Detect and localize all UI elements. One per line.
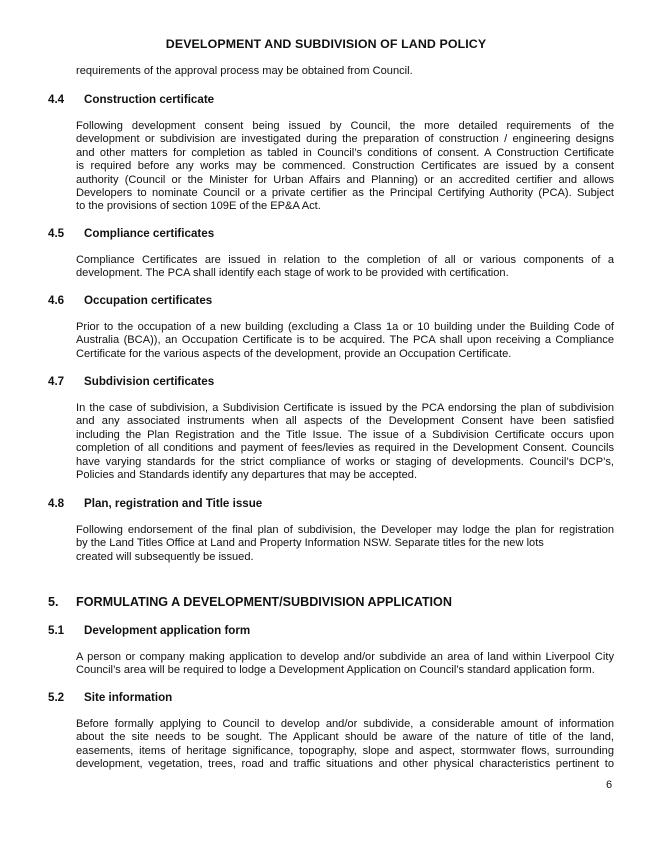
paragraph-line: Australia (BCA)), an Occupation Certificate is to be acquired. The PCA shall upon receiving a Compliance <box>76 334 614 347</box>
paragraph-line: is required before any works may be commenced. Construction Certificates are issued by a consent <box>76 160 614 173</box>
paragraph-line: Compliance Certificates are issued in relation to the completion of all or various components of a <box>76 254 614 266</box>
paragraph-line: Following endorsement of the final plan of subdivision, the Developer may lodge the plan for registration <box>76 524 614 536</box>
section-4-6-heading: Occupation certificates <box>84 294 213 307</box>
section-4-4-paragraph <box>76 120 614 214</box>
paragraph-line: by the Land Titles Office at Land and Property Information NSW. Separate titles for the new lots <box>76 537 544 550</box>
paragraph-line: about the site needs to be sought. The Applicant should be aware of the nature of title of the land, <box>76 731 614 744</box>
page-number: 6 <box>606 779 613 791</box>
section-4-6-number: 4.6 <box>48 294 65 307</box>
paragraph-line: development, vegetation, trees, road and traffic situations and other physical characteristics pertinent to <box>76 758 614 771</box>
paragraph-line: authority (Council or the Minister for Urban Affairs and Planning) or an accredited certifier and allows <box>76 173 614 186</box>
paragraph-line: and other matters for completion as tabled in Council’s conditions of consent. A Construction Certificate <box>76 146 614 159</box>
section-4-6-paragraph <box>76 321 614 361</box>
section-4-5-number: 4.5 <box>48 227 65 240</box>
section-5-2-number: 5.2 <box>48 691 65 704</box>
paragraph-line: Before formally applying to Council to develop and/or subdivide, a considerable amount of information <box>76 718 614 730</box>
section-4-5-paragraph <box>76 254 614 281</box>
paragraph-line: Council’s area will be required to lodge a Development Application on Council’s standard application form. <box>76 664 595 677</box>
paragraph-line: Prior to the occupation of a new building (excluding a Class 1a or 10 building under the Building Code of <box>76 321 614 333</box>
intro-paragraph: requirements of the approval process may be obtained from Council. <box>76 65 413 77</box>
section-4-5-heading: Compliance certificates <box>84 227 215 240</box>
section-4-8-heading: Plan, registration and Title issue <box>84 497 263 510</box>
paragraph-line: completion of all conditions and payment of fees/levies as required in the Development Consent. Councils <box>76 442 614 455</box>
section-5-heading: FORMULATING A DEVELOPMENT/SUBDIVISION APPLICATION <box>76 595 452 609</box>
paragraph-line: Following development consent being issued by Council, the more detailed requirements of the <box>76 120 614 132</box>
paragraph-line: development or subdivision are investigated during the preparation of construction / engineering designs <box>76 133 614 146</box>
paragraph-line: have varying standards for the strict compliance of works or staging of developments. Council’s DCP’s, <box>76 455 614 468</box>
document-header: DEVELOPMENT AND SUBDIVISION OF LAND POLICY <box>165 37 487 51</box>
section-5-1-number: 5.1 <box>48 624 65 637</box>
section-4-7-heading: Subdivision certificates <box>84 375 215 388</box>
section-4-4-heading: Construction certificate <box>84 93 215 106</box>
paragraph-line: In the case of subdivision, a Subdivision Certificate is issued by the PCA endorsing the plan of subdivision <box>76 402 614 414</box>
section-5-2-paragraph <box>76 718 614 772</box>
paragraph-line: A person or company making application to develop and/or subdivide an area of land within Liverpool City <box>76 651 614 663</box>
section-4-8-paragraph <box>76 524 614 564</box>
paragraph-line: to the provisions of section 109E of the EP&A Act. <box>76 200 321 213</box>
section-4-8-number: 4.8 <box>48 497 65 510</box>
section-4-7-paragraph <box>76 402 614 482</box>
paragraph-line: easements, items of heritage significance, topography, slope and aspect, stormwater flows, surrounding <box>76 744 614 757</box>
section-4-7-number: 4.7 <box>48 375 65 388</box>
paragraph-line: Policies and Standards identify any departures that may be accepted. <box>76 469 418 482</box>
paragraph-line: development. The PCA shall identify each stage of work to be provided with certification. <box>76 267 509 280</box>
paragraph-line: including the Plan Registration and the Title Issue. The issue of a Subdivision Certificate occurs upon <box>76 428 614 441</box>
paragraph-line: Developers to nominate Council or a private certifier as the Principal Certifying Authority (PCA). Subject <box>76 187 614 200</box>
section-4-4-number: 4.4 <box>48 93 65 106</box>
section-5-number: 5. <box>48 595 59 609</box>
section-5-2-heading: Site information <box>84 691 173 704</box>
paragraph-line: created will subsequently be issued. <box>76 550 254 563</box>
paragraph-line: Certificate for the various aspects of the development, provide an Occupation Certificate. <box>76 347 512 360</box>
paragraph-line: and any associated instruments when all aspects of the Development Consent have been satisfied <box>76 415 614 428</box>
section-5-1-heading: Development application form <box>84 624 251 637</box>
section-5-1-paragraph <box>76 651 614 678</box>
